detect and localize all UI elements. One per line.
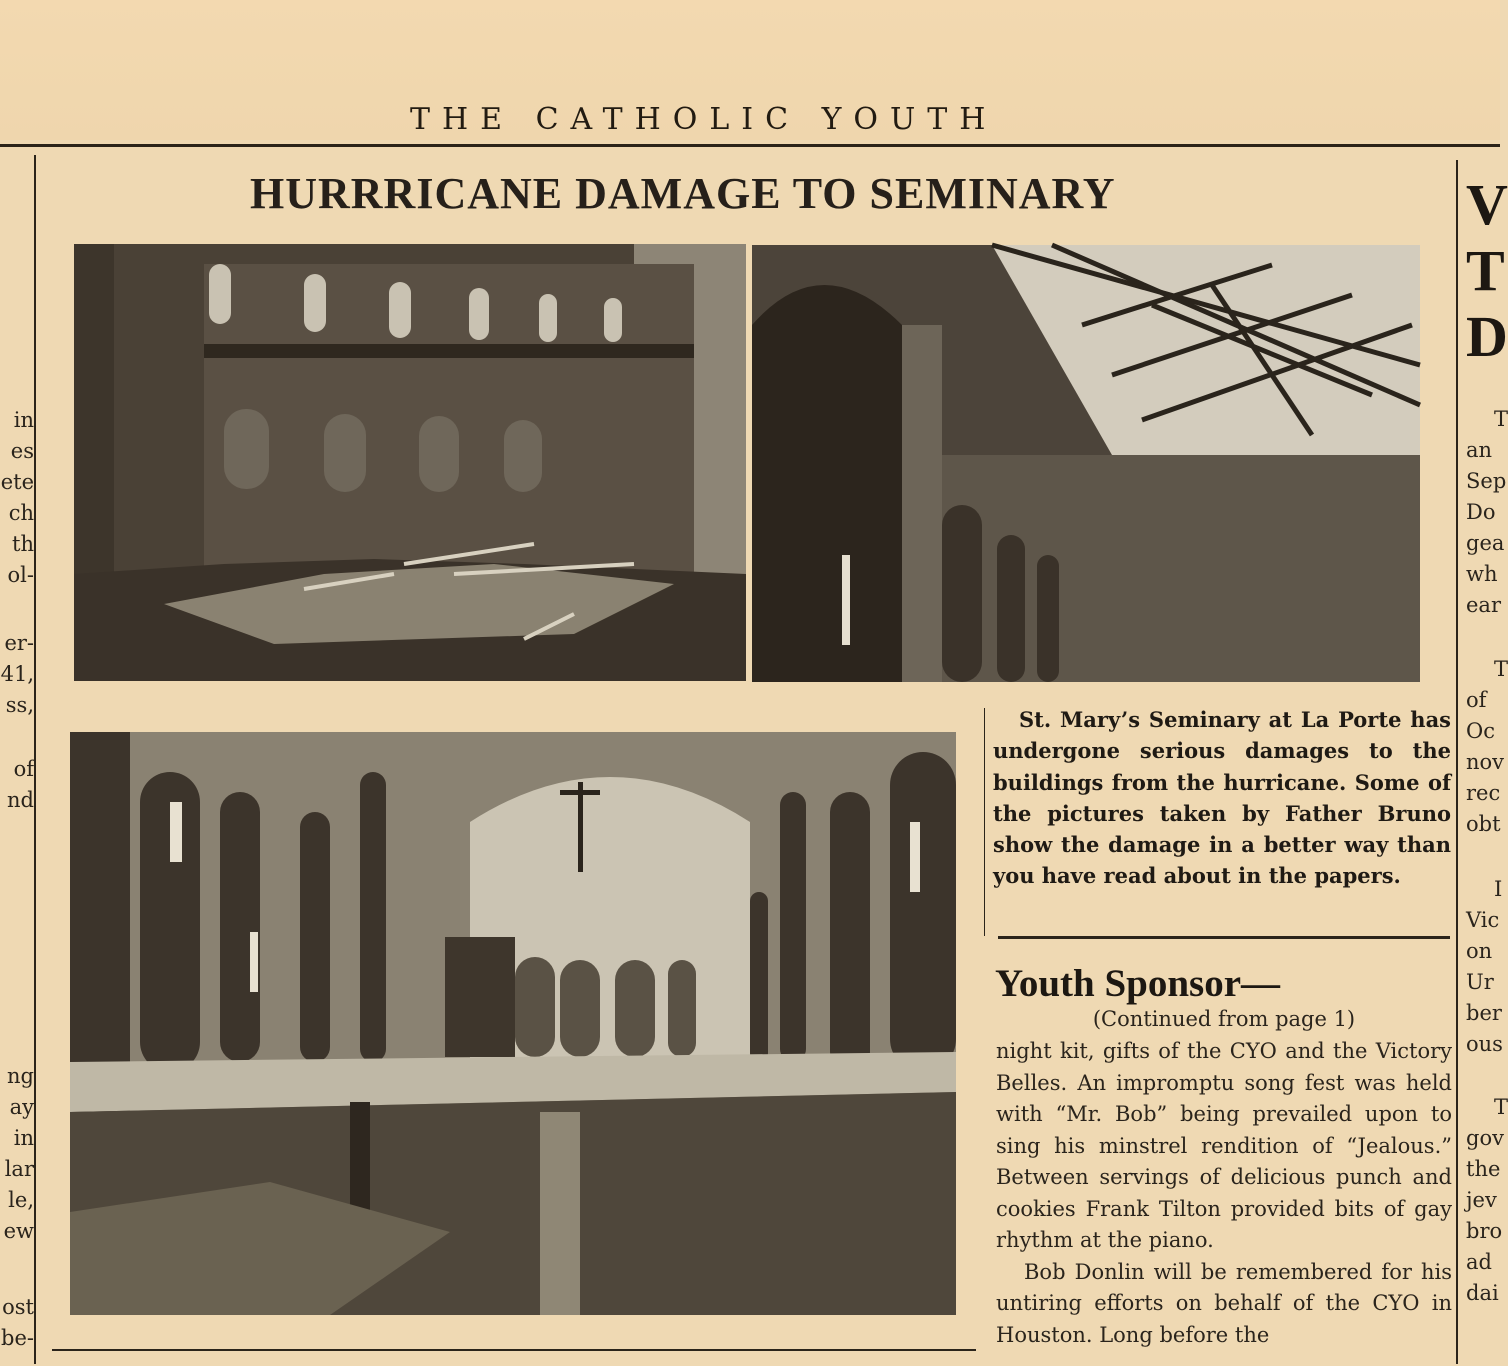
fragment-line: jev	[1466, 1188, 1497, 1212]
fragment-line: lar	[4, 1157, 34, 1181]
fragment-line: in	[13, 408, 34, 432]
right-column-fragment-3	[1466, 874, 1503, 1060]
fragment-line: I	[1494, 877, 1503, 901]
continued-note: (Continued from page 1)	[1092, 1007, 1356, 1031]
left-column-fragment-5	[0, 1292, 34, 1354]
fragment-line: er-	[4, 631, 34, 655]
fragment-line: in	[13, 1126, 34, 1150]
fragment-line: ew	[3, 1219, 34, 1243]
youth-sponsor-article	[996, 1036, 1452, 1366]
right-column-fragment-1	[1466, 404, 1508, 621]
fragment-line: ay	[9, 1095, 34, 1119]
masthead: THE CATHOLIC YOUTH	[410, 102, 998, 137]
fragment-line: gov	[1466, 1126, 1504, 1150]
fragment-line: of	[1466, 688, 1487, 712]
right-column-headline-fragment	[1466, 172, 1508, 370]
left-column-fragment-1	[0, 405, 34, 591]
fragment-line: Ur	[1466, 970, 1494, 994]
fragment-line: Oc	[1466, 719, 1495, 743]
fragment-line: 41,	[0, 662, 34, 686]
left-column-fragment-3	[0, 754, 34, 816]
fragment-line: ng	[7, 1064, 34, 1088]
fragment-line: ete	[0, 470, 34, 494]
sanctuary-illustration	[70, 732, 956, 1315]
fragment-line: an	[1466, 438, 1493, 462]
left-column-fragment-2	[0, 628, 34, 721]
fragment-line: Vic	[1466, 908, 1500, 932]
fragment-line: nd	[7, 788, 34, 812]
photo-caption: St. Mary’s Seminary at La Porte has undergone serious damages to the buildings from the hurricane. Some of the pictures taken by Father Bruno show the damage in a better way than you have read about in the papers.	[993, 707, 1451, 889]
fragment-line: obt	[1466, 812, 1501, 836]
fragment-line: wh	[1466, 562, 1498, 586]
fragment-line: ch	[8, 501, 34, 525]
fragment-line: be-	[1, 1326, 34, 1350]
right-column-fragment-2	[1466, 654, 1508, 840]
article-paragraph-1: night kit, gifts of the CYO and the Victory Belles. An impromptu song fest was held with “Mr. Bob” being prevailed upon to sing his minstrel rendition of “Jealous.” Between servings of delicious punch and cookies Frank Tilton provided bits of gay rhythm at the piano.	[996, 1039, 1452, 1252]
fragment-line: ad	[1466, 1250, 1492, 1274]
fragment-line: es	[10, 439, 34, 463]
masthead-rule	[0, 144, 1500, 147]
fragment-line: bro	[1466, 1219, 1503, 1243]
fragment-line: dai	[1466, 1281, 1499, 1305]
fragment-line: D	[1466, 304, 1508, 369]
left-column-fragment-4	[0, 1061, 34, 1247]
fragment-line: T	[1466, 238, 1505, 303]
fragment-line: gea	[1466, 531, 1505, 555]
left-column-rule	[34, 155, 36, 1364]
caption-bottom-rule	[998, 936, 1450, 939]
fragment-line: V	[1466, 172, 1508, 237]
roofless-nave-illustration	[752, 245, 1420, 682]
right-column-rule	[1456, 160, 1458, 1364]
youth-sponsor-heading: Youth Sponsor—	[995, 962, 1281, 1005]
fragment-line: T	[1494, 657, 1508, 681]
headline: HURRRICANE DAMAGE TO SEMINARY	[250, 169, 1116, 218]
fragment-line: Do	[1466, 500, 1496, 524]
caption-left-rule	[984, 708, 985, 936]
fragment-line: nov	[1466, 750, 1505, 774]
bottom-rule	[52, 1349, 976, 1351]
photo-damaged-sanctuary-altar	[70, 732, 956, 1315]
right-column-fragment-4	[1466, 1092, 1508, 1309]
fragment-line: ss,	[5, 693, 34, 717]
fragment-line: Sep	[1466, 469, 1507, 493]
fragment-line: ear	[1466, 593, 1501, 617]
fragment-line: th	[12, 532, 34, 556]
fragment-line: T	[1494, 1095, 1508, 1119]
photo-roofless-nave	[752, 245, 1420, 682]
fragment-line: ol-	[7, 563, 34, 587]
fragment-line: of	[13, 757, 34, 781]
fragment-line: le,	[8, 1188, 34, 1212]
fragment-line: the	[1466, 1157, 1501, 1181]
fragment-line: ost	[2, 1295, 34, 1319]
fragment-line: T	[1494, 407, 1508, 431]
ruined-wall-illustration	[74, 244, 746, 681]
fragment-line: rec	[1466, 781, 1501, 805]
photo-ruined-exterior-wall	[74, 244, 746, 681]
fragment-line: ber	[1466, 1001, 1502, 1025]
fragment-line: on	[1466, 939, 1493, 963]
article-paragraph-2: Bob Donlin will be remembered for his untiring efforts on behalf of the CYO in Houston. Long before the	[996, 1259, 1452, 1347]
fragment-line: ous	[1466, 1032, 1503, 1056]
